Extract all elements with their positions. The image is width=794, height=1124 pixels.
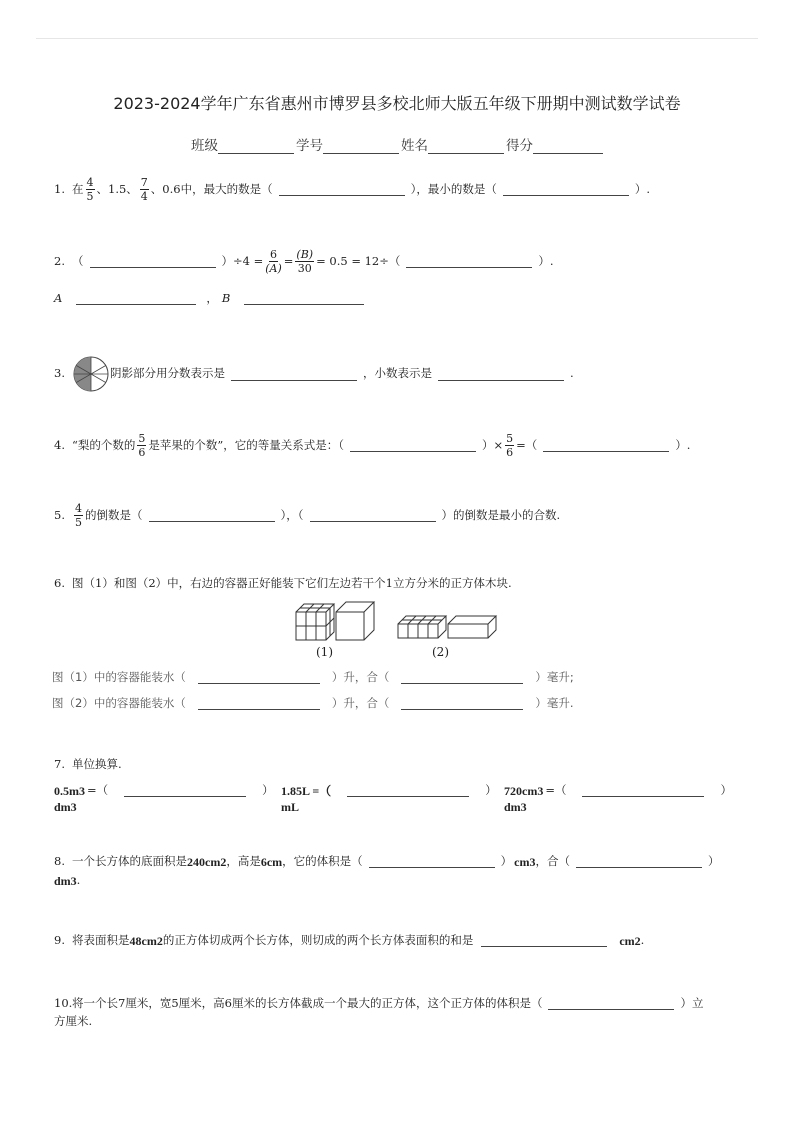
answer-blank[interactable] [543,439,669,452]
denominator: 5 [86,190,94,203]
superscript: 3 [70,800,77,814]
question-8-continued [54,875,80,887]
unit: dm [504,800,521,814]
question-6-line-2 [52,697,573,710]
fraction [265,248,282,275]
question-9 [54,934,644,947]
text: （ [72,253,84,268]
text: ），（ [280,507,304,522]
numerator: 6 [270,248,278,261]
numerator: (B) [296,248,314,261]
text: . [570,366,574,381]
fraction [74,502,83,529]
figure-2-cubes-and-box [394,610,498,644]
text: 将表面积是 [72,932,130,947]
text: 6cm [260,854,283,869]
text: ）的倒数是最小的合数. [441,507,561,522]
question-10-continued [54,1016,92,1028]
answer-blank[interactable] [149,509,275,522]
denominator: (A) [265,262,282,275]
question-3 [54,355,574,393]
id-field[interactable] [323,139,399,154]
question-6 [54,578,512,590]
answer-blank[interactable] [548,997,674,1010]
question-number: 2. [54,253,65,268]
conversion-2 [281,784,497,797]
numerator: 7 [140,176,148,189]
id-label: 学号 [296,138,323,154]
unit: cm [619,933,635,948]
question-10 [54,997,703,1010]
question-4 [54,432,690,459]
numerator: 4 [75,502,82,515]
question-number: 7. [54,757,65,771]
text: = 0.5 = 12÷（ [316,253,401,268]
conversion-1 [54,784,274,797]
text: . [640,932,645,947]
shaded-circle-figure [72,355,110,393]
answer-blank[interactable] [231,368,357,381]
conversion-3-unit [504,801,527,813]
text: ）÷4 = [221,253,264,268]
answer-blank[interactable] [350,439,476,452]
fraction [86,176,95,203]
answer-blank[interactable] [576,855,702,868]
score-label: 得分 [506,138,533,154]
conversion-1-unit [54,801,77,813]
superscript: 2 [634,933,641,948]
text: 是苹果的个数”，它的等量关系式是：（ [148,437,345,452]
denominator: 4 [140,190,148,203]
question-2-subanswers [54,292,364,305]
unit: dm [54,800,71,814]
text: 、1.5、 [96,181,138,196]
class-label: 班级 [191,138,218,154]
question-number: 1. [54,181,65,196]
text: ）. [634,181,650,196]
question-number: 9. [54,932,65,947]
superscript: 2 [156,933,163,948]
text: =（ [87,782,109,797]
denominator: 6 [138,446,146,459]
text: 将一个长7厘米，宽5厘米，高6厘米的长方体截成一个最大的正方体，这个正方体的体积是（ [72,995,543,1010]
label-a: A [54,290,63,305]
question-1 [54,176,650,203]
text: 一个长方体的底面积是 [72,853,187,868]
superscript: 3 [70,874,77,888]
conversion-3 [504,784,732,797]
name-field[interactable] [428,139,504,154]
unit: cm [514,854,530,869]
answer-blank[interactable] [310,509,436,522]
text: 图（1）中的容器能装水（ [52,669,186,684]
text: ） [485,782,497,797]
question-7 [54,759,122,771]
conversion-2-unit [281,801,299,813]
question-number: 10. [54,995,73,1010]
text: “梨的个数的 [72,437,136,452]
text: ） [500,853,513,868]
numerator: 5 [138,432,146,445]
score-field[interactable] [533,139,603,154]
answer-blank[interactable] [244,292,364,305]
superscript: 3 [79,783,85,798]
fraction [137,432,146,459]
denominator: 6 [506,446,514,459]
text: ）. [675,437,691,452]
text: =（ [516,437,538,452]
figure-1-caption: (1) [316,645,333,659]
text: ）毫升; [535,669,574,684]
unit: mL [281,800,299,814]
answer-blank[interactable] [369,855,495,868]
question-number: 6. [54,576,65,590]
answer-blank[interactable] [401,697,523,710]
text: 图（2）中的容器能装水（ [52,695,186,710]
text: ） [262,782,274,797]
text: ）. [538,253,554,268]
page-title: 2023-2024学年广东省惠州市博罗县多校北师大版五年级下册期中测试数学试卷 [113,94,681,113]
text: ，小数表示是 [363,366,432,381]
student-info-row [191,134,605,154]
question-6-line-1 [52,671,574,684]
question-number: 5. [54,507,65,522]
class-field[interactable] [218,139,294,154]
text: ），最小的数是（ [410,181,497,196]
superscript: 2 [220,854,227,869]
text: ）升，合（ [331,695,390,710]
text: 240cm [187,854,221,869]
label-b: B [221,290,231,305]
text: 图（1）和图（2）中，右边的容器正好能装下它们左边若干个1立方分米的正方体木块. [72,576,512,590]
denominator: 30 [297,262,312,275]
answer-blank[interactable] [582,784,704,797]
unit: dm [54,874,71,888]
answer-blank[interactable] [198,671,320,684]
text: 1.85L =（ [281,783,332,798]
answer-blank[interactable] [503,183,629,196]
text: 单位换算. [72,757,122,771]
text: 方厘米. [54,1014,93,1028]
text: = [283,253,294,268]
question-2 [54,248,554,275]
text: 在 [72,181,84,196]
text: ，它的体积是（ [282,853,363,868]
text: 720cm [504,783,538,798]
name-label: 姓名 [401,138,428,154]
text: ）升，合（ [331,669,390,684]
text: ）毫升. [535,695,574,710]
text: ）立 [680,995,704,1010]
text: 的正方体切成两个长方体，则切成的两个长方体表面积的和是 [162,932,474,947]
numerator: 5 [506,432,514,445]
answer-blank[interactable] [198,697,320,710]
top-rule [36,38,758,39]
fraction [140,176,149,203]
answer-blank[interactable] [90,255,216,268]
text: ，合（ [535,853,570,868]
text: =（ [545,782,567,797]
answer-blank[interactable] [347,784,469,797]
text: 、0.6中，最大的数是（ [150,181,273,196]
answer-blank[interactable] [438,368,564,381]
answer-blank[interactable] [401,671,523,684]
answer-blank[interactable] [279,183,405,196]
question-5 [54,502,560,529]
superscript: 3 [520,800,527,814]
question-8 [54,855,719,868]
text: ， [206,290,218,305]
text: ） [720,782,732,797]
question-number: 4. [54,437,65,452]
superscript: 3 [529,854,536,869]
figure-1-cubes-and-box [290,598,386,644]
text: 的倒数是（ [85,507,143,522]
text: . [76,873,81,888]
text: 阴影部分用分数表示是 [110,366,225,381]
fraction [295,248,314,275]
text: 0.5m [54,783,79,798]
text: ）× [482,437,504,452]
question-number: 3. [54,366,65,381]
numerator: 4 [86,176,94,189]
denominator: 5 [75,516,82,529]
text: ，高是 [226,853,261,868]
fraction [505,432,514,459]
question-number: 8. [54,853,65,868]
answer-blank[interactable] [481,934,607,947]
answer-blank[interactable] [76,292,196,305]
text: ） [707,853,720,868]
figure-2-caption: (2) [432,645,449,659]
superscript: 3 [537,783,544,798]
text: 48cm [129,933,157,948]
answer-blank[interactable] [124,784,246,797]
answer-blank[interactable] [406,255,532,268]
